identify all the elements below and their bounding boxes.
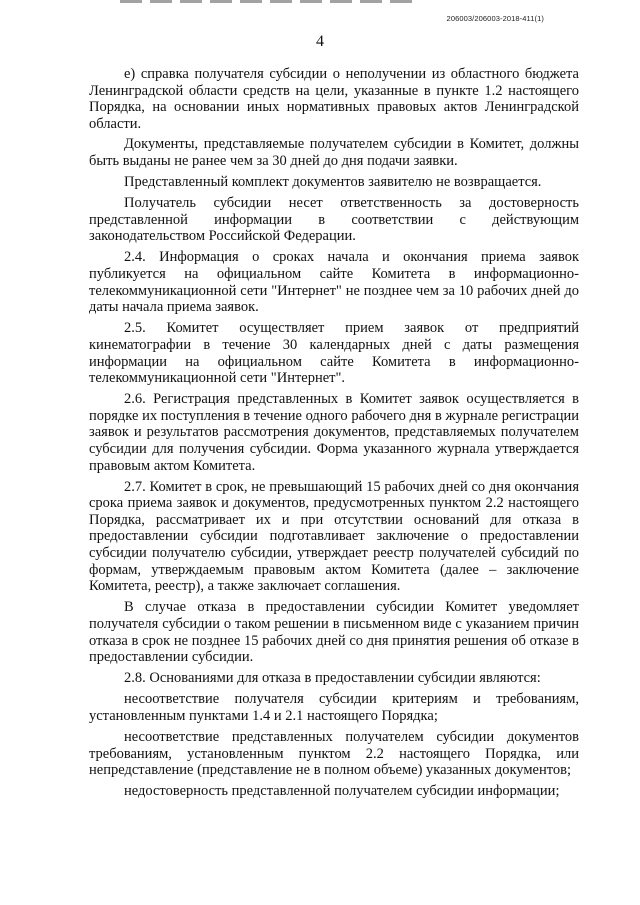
paragraph-refusal-notice: В случае отказа в предоставлении субсидии Комитет уведомляет получателя субсидии о таком решении в письменном виде с указанием причин отказа в срок не позднее 15 рабочих дней со дня принятия решения об отказе в предоставлении субсидии. [89,599,579,666]
paragraph-documents-deadline: Документы, представляемые получателем субсидии в Комитет, должны быть выданы не ранее чем за 30 дней до дня подачи заявки. [89,136,579,169]
paragraph-2-4: 2.4. Информация о сроках начала и окончания приема заявок публикуется на официальном сайте Комитета в информационно-телекоммуникационной сети "Интернет" не позднее чем за 10 рабочих дней до даты начала приема заявок. [89,249,579,316]
paragraph-inaccuracy: недостоверность представленной получателем субсидии информации; [124,783,560,800]
paragraph-2-5: 2.5. Комитет осуществляет прием заявок от предприятий кинематографии в течение 30 календарных дней с даты размещения информации на официальном сайте Комитета в информационно-телекоммуникационной сети "Интернет". [89,320,579,387]
document-body [89,66,579,804]
paragraph-2-8: 2.8. Основаниями для отказа в предоставлении субсидии являются: [124,670,541,687]
paragraph-responsibility: Получатель субсидии несет ответственность за достоверность представленной информации в соответствии с действующим законодательством Российской Федерации. [89,195,579,245]
paragraph-documents-mismatch: несоответствие представленных получателем субсидии документов требованиям, установленным пунктом 2.2 настоящего Порядка, или непредставление (представление не в полном объеме) указанных документов; [89,728,579,779]
paragraph-not-returned: Представленный комплект документов заявителю не возвращается. [124,174,542,191]
paragraph-criteria-mismatch: несоответствие получателя субсидии критериям и требованиям, установленным пунктами 1.4 и 2.1 настоящего Порядка; [89,691,579,724]
document-id: 206003/206003-2018-411(1) [446,14,544,23]
paragraph-2-6: 2.6. Регистрация представленных в Комитет заявок осуществляется в порядке их поступления в течение одного рабочего дня в журнале регистрации заявок и результатов рассмотрения документов, представляемых получателем субсидии для получения субсидии. Форма указанного журнала утверждается правовым актом Комитета. [89,391,579,474]
scan-edge-artifact [120,0,420,3]
page-number: 4 [316,33,324,50]
paragraph-item-e: е) справка получателя субсидии о неполучении из областного бюджета Ленинградской области средств на цели, указанные в пункте 1.2 настоящего Порядка, на основании иных нормативных правовых актов Ленинградской области. [89,66,579,132]
paragraph-2-7: 2.7. Комитет в срок, не превышающий 15 рабочих дней со дня окончания срока приема заявок и документов, предусмотренных пунктом 2.2 настоящего Порядка, рассматривает их и при отсутствии оснований для отказа в предоставлении субсидии подготавливает заключение о предоставлении субсидии получателю субсидии, утверждает реестр получателей субсидий по формам, утверждаемым правовым актом Комитета (далее – заключение Комитета, реестр), а также заключает соглашения. [89,478,579,595]
